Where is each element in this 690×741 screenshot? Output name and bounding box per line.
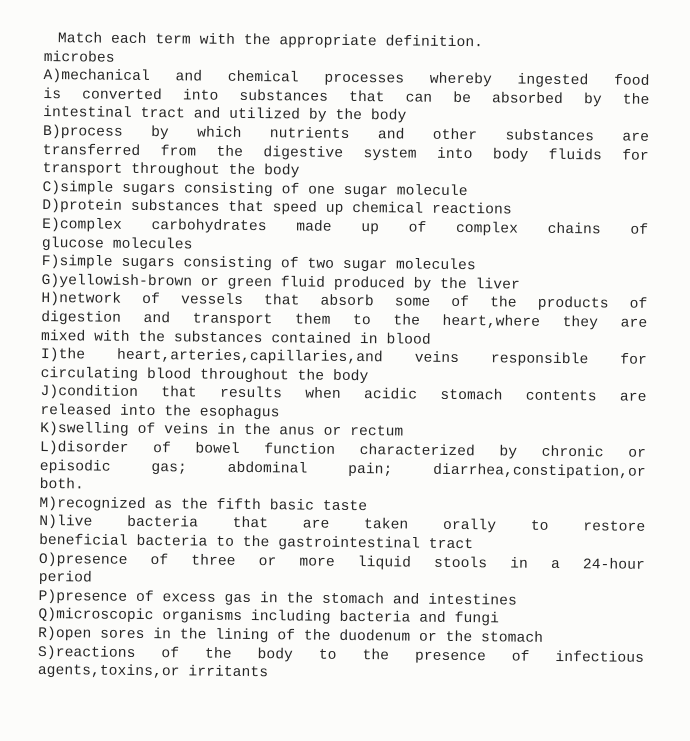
- definition-line: released into the esophagus: [40, 402, 280, 422]
- definition-line: E)complex carbohydrates made up of complex chains of: [42, 216, 649, 239]
- definition-line: C)simple sugars consisting of one sugar molecule: [42, 179, 468, 200]
- definition-line: F)simple sugars consisting of two sugar molecules: [41, 254, 476, 275]
- definition-line: is converted into substances that can be absorbed by the: [43, 86, 650, 109]
- definition-line: circulating blood throughout the body: [40, 365, 369, 385]
- definition-option: [40, 383, 646, 426]
- definition-line: K)swelling of veins in the anus or rectum: [40, 421, 404, 441]
- definition-line: B)process by which nutrients and other substances are: [42, 123, 650, 146]
- definition-line: agents,toxins,or irritants: [37, 663, 269, 682]
- definition-line: A)mechanical and chemical processes whereby ingested food: [43, 68, 650, 91]
- question-term: microbes: [43, 49, 115, 67]
- definition-line: H)network of vessels that absorb some of the products of: [41, 291, 648, 314]
- definition-line: intestinal tract and utilized by the body: [43, 105, 407, 125]
- question-instruction: Match each term with the appropriate definition.: [57, 31, 484, 52]
- definition-line: J)condition that results when acidic stomach contents are: [40, 384, 647, 407]
- definition-option: [42, 216, 648, 259]
- definition-line: L)disorder of bowel function characterized by chronic or: [39, 440, 647, 462]
- definition-line: digestion and transport them to the heart,where they are: [41, 309, 648, 332]
- definition-line: both.: [39, 477, 85, 494]
- definition-line: episodic gas; abdominal pain; diarrhea,constipation,or: [39, 458, 646, 481]
- definition-line: P)presence of excess gas in the stomach and intestines: [38, 588, 517, 610]
- definition-line: M)recognized as the fifth basic taste: [39, 495, 368, 515]
- matching-question: [38, 30, 650, 687]
- definition-line: period: [38, 570, 92, 587]
- definition-line: G)yellowish-brown or green fluid produced by the liver: [41, 272, 520, 294]
- definition-line: glucose molecules: [41, 235, 193, 253]
- definition-option: [39, 551, 645, 594]
- definition-line: O)presence of three or more liquid stools in a 24-hour: [38, 551, 645, 574]
- definition-line: I)the heart,arteries,capillaries,and veins responsible for: [40, 347, 647, 369]
- definition-option: [41, 290, 648, 352]
- definition-line: mixed with the substances contained in blood: [40, 328, 431, 349]
- definition-option: [41, 346, 647, 389]
- definition-option: [43, 67, 650, 129]
- definition-option: [39, 513, 645, 556]
- definition-line: Q)microscopic organisms including bacteria and fungi: [38, 607, 500, 628]
- definition-line: beneficial bacteria to the gastrointestinal tract: [39, 533, 474, 554]
- definition-line: transferred from the digestive system into body fluids for: [42, 142, 649, 165]
- definition-option: [40, 439, 647, 501]
- definition-line: R)open sores in the lining of the duodenum or the stomach: [38, 625, 544, 647]
- definition-options: [38, 67, 650, 686]
- definition-option: [38, 644, 644, 687]
- definition-line: S)reactions of the body to the presence of infectious: [37, 644, 645, 667]
- definition-line: N)live bacteria that are taken orally to restore: [39, 514, 646, 537]
- definition-line: transport throughout the body: [42, 161, 300, 180]
- definition-option: [43, 123, 650, 185]
- definition-line: D)protein substances that speed up chemical reactions: [42, 198, 512, 219]
